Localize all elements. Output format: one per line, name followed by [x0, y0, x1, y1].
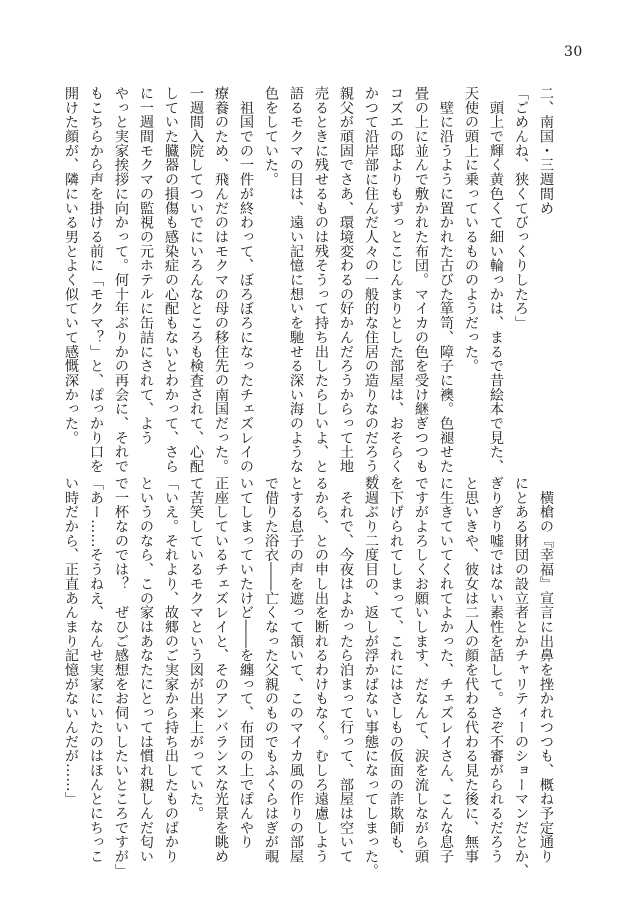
top-block-line: もこちらから声を掛ける前に「モクマ？」と、ぽっかり口を — [88, 86, 104, 474]
top-block-line: 頭上で輝く黄色くて細い輪っかは、まるで昔絵本で見た、 — [488, 86, 504, 474]
bottom-block-line: て苦笑しているモクマという図が出来上がっていた。 — [188, 476, 204, 821]
top-block-line: 一週間入院してついでにいろんなところも検査されて、心配 — [188, 86, 204, 474]
bottom-block-line: とする息子の声を遮って頷いて、このマイカ風の作りの部屋 — [288, 476, 304, 864]
bottom-block-line: にとある財団の設立者とかチャリティーのショーマンだとか、 — [513, 476, 529, 878]
top-block-line: 壁に沿うように置かれた古びた箪笥、障子に襖。色褪せた — [438, 86, 454, 474]
bottom-block-line: と思いきや、彼女は二人の顔を代わる代わる見た後に、無事 — [463, 476, 479, 864]
bottom-block-line: 「いえ。それより、故郷のご実家から持ち出したものばかり — [163, 476, 179, 864]
top-block-line: に一週間モクマの監視の元ホテルに缶詰にされて、よう — [138, 86, 154, 445]
bottom-block-line: 正座しているチェズレイと、そのアンバランスな光景を眺め — [213, 476, 229, 864]
bottom-block-line: で一杯なのでは？ ぜひご感想をお伺いしたいところですが」 — [113, 476, 129, 878]
text-block-top — [63, 86, 558, 488]
bottom-block-line: ですがよろしくお願いします、だなんて、涙を流しながら頭 — [413, 476, 429, 864]
bottom-block-line: 数週ぶり二度目の、返しが浮かばない事態になってしまった。 — [363, 476, 379, 878]
bottom-block-line: るから、との申し出を断れるわけもなく。むしろ遠慮しよう — [313, 476, 329, 864]
top-block-line: コズエの邸よりもずっとこじんまりとした部屋は、おそらく — [388, 86, 404, 474]
top-block-line: 開けた顔が、隣にいる男とよく似ていて感慨深かった。 — [63, 86, 79, 445]
top-block-line: かつて沿岸部に住んだ人々の一般的な住居の造りなのだろう。 — [363, 86, 379, 488]
text-block-bottom — [63, 476, 558, 878]
bottom-block-line: を下げられてしまって、これにはさしもの仮面の詐欺師も、 — [388, 476, 404, 864]
bottom-block-line: というのなら、この家はあなたにとっては慣れ親しんだ匂い — [138, 476, 154, 864]
top-block-line: 畳の上に並んで敷かれた布団。マイカの色を受け継ぎつつも — [413, 86, 429, 474]
top-block-line: やっと実家挨拶に向かって。何十年ぶりかの再会に、それで — [113, 86, 129, 474]
top-block-line: していた臓器の損傷も感染症の心配もないとわかって、さら — [163, 86, 179, 474]
bottom-block-line: に生きていてくれてよかった、チェズレイさん、こんな息子 — [438, 476, 454, 864]
top-block-line: 語るモクマの目は、遠い記憶に想いを馳せる深い海のような — [288, 86, 304, 474]
top-block-line: 二、南国・三週間め — [538, 86, 554, 216]
top-block-line: 「ごめんね、狭くてびっくりしたろ」 — [513, 86, 529, 330]
bottom-block-line: い時だから、正直あんまり記憶がないんだが……」 — [63, 476, 79, 807]
bottom-block-line: 「あー……そうねえ、なんせ実家にいたのはほんとにちっこ — [88, 476, 104, 864]
bottom-block-line: で借りた浴衣――亡くなった父親のものでもふくらはぎが覗 — [263, 476, 279, 864]
bottom-block-line: いてしまっていたけど――を纏って、布団の上でぽんやり — [238, 476, 254, 850]
page-number: 30 — [564, 44, 583, 60]
top-block-line: 祖国での一件が終わって、ぼろぼろになったチェズレイの — [238, 86, 254, 474]
top-block-line: 天使の頭上に乗っているもののようだった。 — [463, 86, 479, 373]
top-block-line: 療養のため、飛んだのはモクマの母の移住先の南国だった。 — [213, 86, 229, 474]
top-block-line: 色をしていた。 — [263, 86, 279, 187]
top-block-line: 親父が頑固でさあ、環境変わるの好かんだろうからって土地 — [338, 86, 354, 474]
bottom-block-line: ぎりぎり嘘ではない素性を話して。さぞ不審がられるだろう — [488, 476, 504, 864]
bottom-block-line: それで、今夜はよかったら泊まって行って、部屋は空いて — [338, 476, 354, 864]
bottom-block-line: 横槍の『幸福』宣言に出鼻を挫かれつつも、概ね予定通り — [538, 476, 554, 864]
top-block-line: 売るときに残せるものは残そうって持ち出したらしいよ、と — [313, 86, 329, 474]
